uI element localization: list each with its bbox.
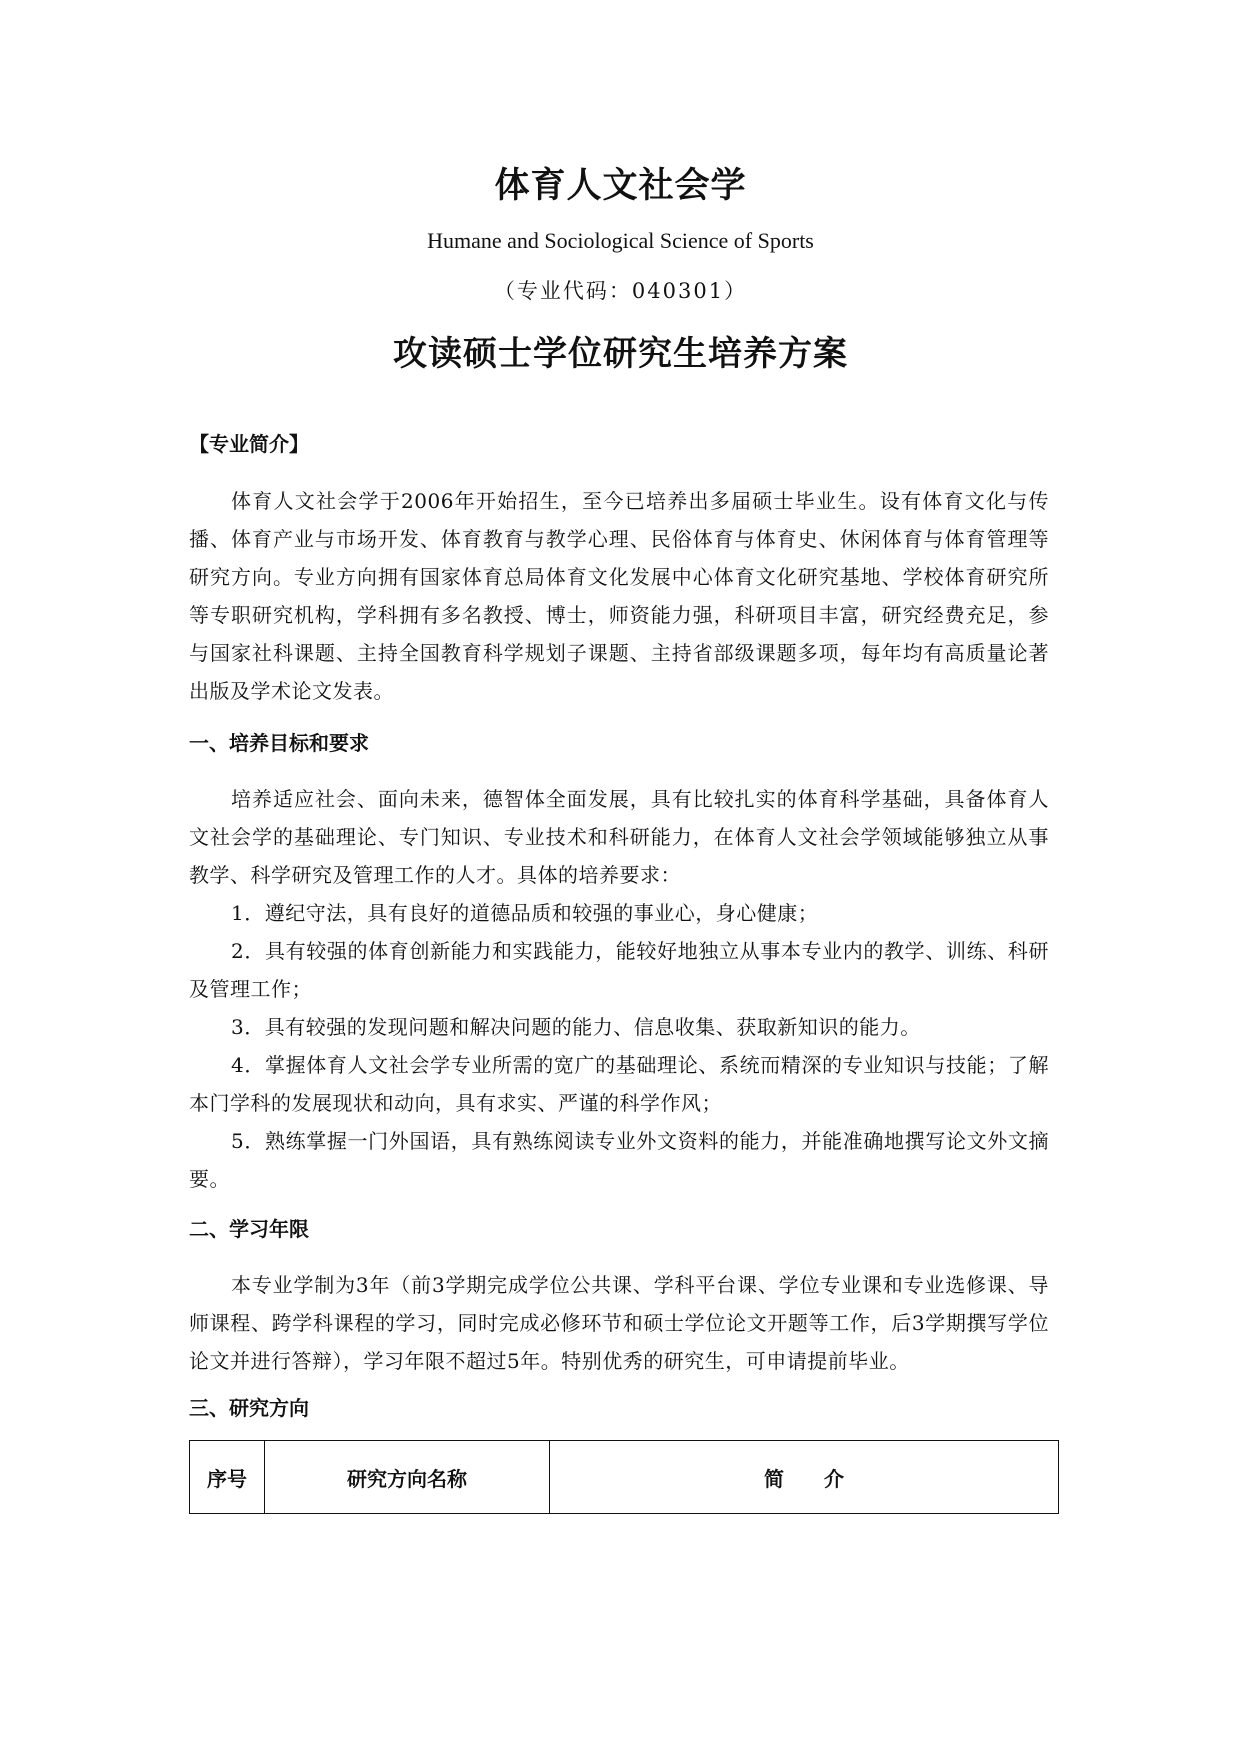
requirement-item-2: 2．具有较强的体育创新能力和实践能力，能较好地独立从事本专业内的教学、训练、科研及管理工作；: [189, 939, 1049, 1001]
table-header-row: [190, 1441, 1059, 1514]
requirement-item-3: 3．具有较强的发现问题和解决问题的能力、信息收集、获取新知识的能力。: [231, 1015, 921, 1039]
requirement-item-5: 5．熟练掌握一门外国语，具有熟练阅读专业外文资料的能力，并能准确地撰写论文外文摘要。: [189, 1129, 1049, 1191]
intro-paragraph: 体育人文社会学于2006年开始招生，至今已培养出多届硕士毕业生。设有体育文化与传播、体育产业与市场开发、体育教育与教学心理、民俗体育与体育史、休闲体育与体育管理等研究方向。专业方向拥有国家体育总局体育文化发展中心体育文化研究基地、学校体育研究所等专职研究机构，学科拥有多名教授、博士，师资能力强，科研项目丰富，研究经费充足，参与国家社科课题、主持全国教育科学规划子课题、主持省部级课题多项，每年均有高质量论著出版及学术论文发表。: [189, 489, 1049, 703]
header-description: 简 介: [550, 1441, 1059, 1514]
english-subtitle: Humane and Sociological Science of Sports: [427, 228, 814, 253]
requirement-item-1: 1．遵纪守法，具有良好的道德品质和较强的事业心，身心健康；: [231, 901, 819, 925]
header-direction-name: 研究方向名称: [265, 1441, 550, 1514]
intro-heading: 【专业简介】: [189, 432, 309, 456]
section-1-heading: 一、培养目标和要求: [189, 731, 369, 755]
section-2-paragraph: 本专业学制为3年（前3学期完成学位公共课、学科平台课、学位专业课和专业选修课、导师课程、跨学科课程的学习，同时完成必修环节和硕士学位论文开题等工作，后3学期撰写学位论文并进行答辩），学习年限不超过5年。特别优秀的研究生，可申请提前毕业。: [189, 1273, 1049, 1373]
section-3-heading: 三、研究方向: [189, 1396, 309, 1420]
research-directions-table: [189, 1440, 1059, 1514]
requirement-item-4: 4．掌握体育人文社会学专业所需的宽广的基础理论、系统而精深的专业知识与技能；了解本门学科的发展现状和动向，具有求实、严谨的科学作风；: [189, 1053, 1049, 1115]
section-2-heading: 二、学习年限: [189, 1217, 309, 1241]
program-title: 攻读硕士学位研究生培养方案: [393, 334, 848, 374]
major-code: （专业代码：040301）: [493, 279, 748, 303]
header-serial-number: 序号: [190, 1441, 265, 1514]
section-1-paragraph: 培养适应社会、面向未来，德智体全面发展，具有比较扎实的体育科学基础，具备体育人文社会学的基础理论、专门知识、专业技术和科研能力，在体育人文社会学领域能够独立从事教学、科学研究及管理工作的人才。具体的培养要求：: [189, 787, 1049, 887]
document-title: 体育人文社会学: [494, 166, 747, 206]
